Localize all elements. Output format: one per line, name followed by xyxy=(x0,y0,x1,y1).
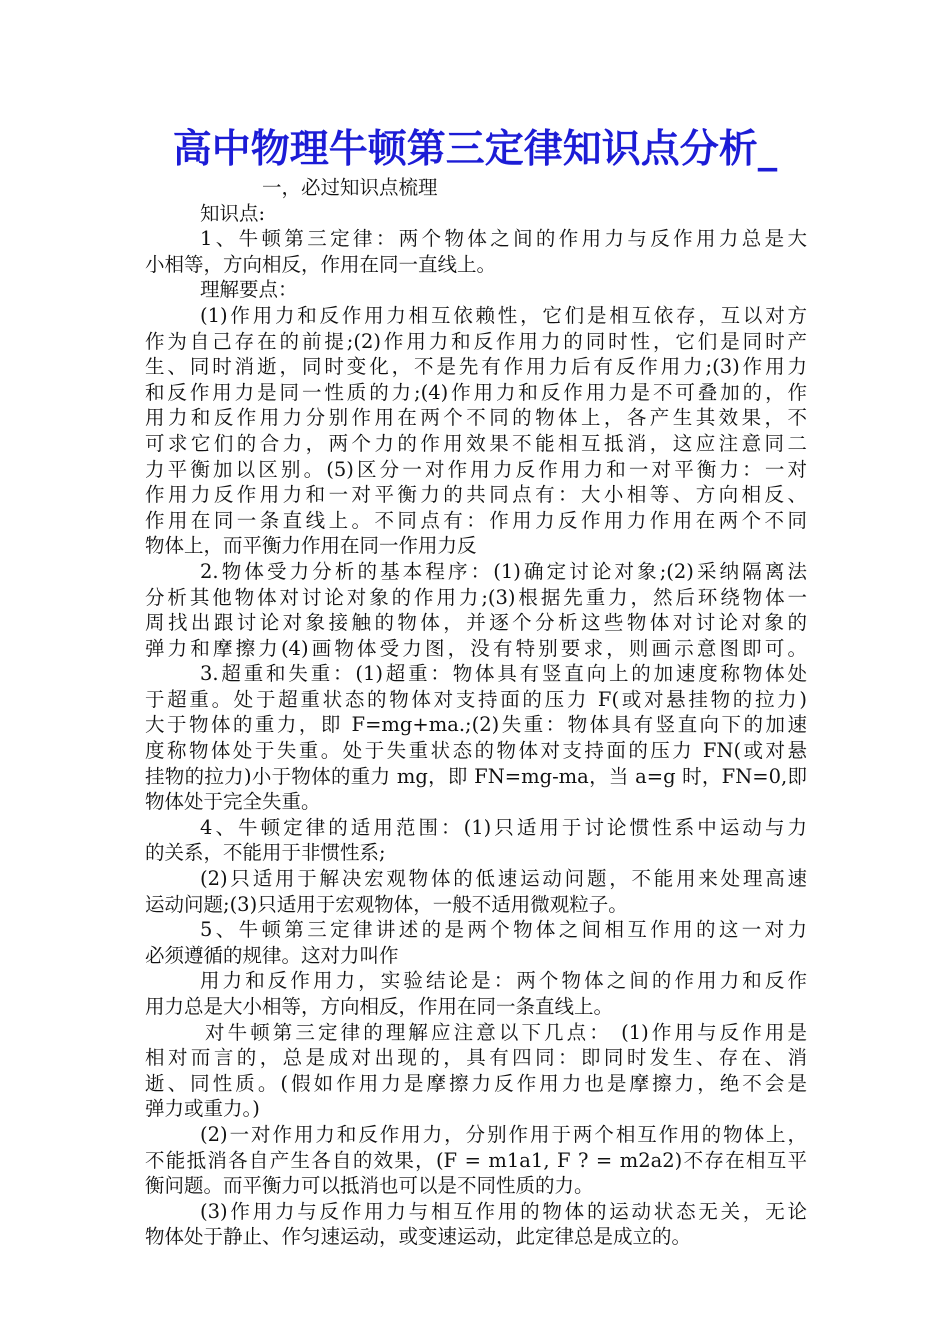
section-heading: 一，必过知识点梳理 xyxy=(262,176,438,199)
text-line: 弹力或重力。) xyxy=(145,1097,260,1121)
text-line: (2)一对作用力和反作用力，分别作用于两个相互作用的物体上， xyxy=(200,1122,807,1146)
text-line: 作用力反作用力和一对平衡力的共同点有：大小相等、方向相反、 xyxy=(145,483,807,507)
text-line: 小相等，方向相反，作用在同一直线上。 xyxy=(145,252,497,276)
text-line: 理解要点： xyxy=(200,278,298,302)
text-line: 物体上，而平衡力作用在同一作用力反 xyxy=(145,534,477,558)
text-line: 度称物体处于失重。处于失重状态的物体对支持面的压力 FN(或对悬 xyxy=(145,739,807,763)
text-line: 用力总是大小相等，方向相反，作用在同一条直线上。 xyxy=(145,995,614,1018)
text-line: 必须遵循的规律。这对力叫作 xyxy=(145,943,399,967)
document-title: 高中物理牛顿第三定律知识点分析_ xyxy=(172,127,778,172)
text-line: 于超重。处于超重状态的物体对支持面的压力 F(或对悬挂物的拉力) xyxy=(145,687,807,711)
text-line: 对牛顿第三定律的理解应注意以下几点： (1)作用与反作用是 xyxy=(205,1020,807,1044)
text-line: 可求它们的合力，两个力的作用效果不能相互抵消，这应注意同二 xyxy=(145,431,807,455)
text-line: 和反作用力是同一性质的力;(4)作用力和反作用力是不可叠加的，作 xyxy=(145,380,807,404)
text-line: 力平衡加以区别。(5)区分一对作用力反作用力和一对平衡力：一对 xyxy=(145,457,807,481)
text-line: (3)作用力与反作用力与相互作用的物体的运动状态无关，无论 xyxy=(200,1199,807,1223)
document-body xyxy=(145,175,807,1250)
text-line: 作用在同一条直线上。不同点有：作用力反作用力作用在两个不同 xyxy=(145,508,807,532)
text-line: 用力和反作用力，实验结论是：两个物体之间的作用力和反作 xyxy=(200,969,807,993)
text-line: 知识点: xyxy=(200,201,266,225)
text-line: 物体处于完全失重。 xyxy=(145,790,321,814)
text-line: 4、牛顿定律的适用范围：(1)只适用于讨论惯性系中运动与力 xyxy=(200,815,807,839)
text-line: 用力和反作用力分别作用在两个不同的物体上，各产生其效果，不 xyxy=(145,406,807,430)
text-line: 挂物的拉力)小于物体的重力 mg，即 FN=mg-ma，当 a=g 时，FN=0,即 xyxy=(145,764,807,788)
text-line: 相对而言的，总是成对出现的，具有四同：即同时发生、存在、消 xyxy=(145,1046,807,1070)
text-line: 2.物体受力分析的基本程序：(1)确定讨论对象;(2)采纳隔离法 xyxy=(200,559,807,583)
text-line: 生、同时消逝，同时变化，不是先有作用力后有反作用力;(3)作用力 xyxy=(145,355,807,379)
text-line: 物体处于静止、作匀速运动，或变速运动，此定律总是成立的。 xyxy=(145,1225,692,1249)
text-line: 分析其他物体对讨论对象的作用力;(3)根据先重力，然后环绕物体一 xyxy=(145,585,807,609)
text-line: 弹力和摩擦力(4)画物体受力图，没有特别要求，则画示意图即可。 xyxy=(145,636,807,660)
text-line: 周找出跟讨论对象接触的物体，并逐个分析这些物体对讨论对象的 xyxy=(145,611,807,635)
text-line: 的关系，不能用于非惯性系; xyxy=(145,841,386,865)
text-line: (1)作用力和反作用力相互依赖性，它们是相互依存，互以对方 xyxy=(200,303,807,327)
text-line: 衡问题。而平衡力可以抵消也可以是不同性质的力。 xyxy=(145,1174,594,1198)
text-line: 大于物体的重力，即 F=mg+ma.;(2)失重：物体具有竖直向下的加速 xyxy=(145,713,807,737)
text-line: 5、牛顿第三定律讲述的是两个物体之间相互作用的这一对力 xyxy=(200,918,807,942)
text-line: 不能抵消各自产生各自的效果，(F = m1a1, F ? = m2a2)不存在相互平 xyxy=(145,1148,807,1172)
text-line: 3.超重和失重：(1)超重：物体具有竖直向上的加速度称物体处 xyxy=(200,662,807,686)
text-line: 作为自己存在的前提;(2)作用力和反作用力的同时性，它们是同时产 xyxy=(145,329,807,353)
text-line: (2)只适用于解决宏观物体的低速运动问题，不能用来处理高速 xyxy=(200,867,807,891)
text-line: 运动问题;(3)只适用于宏观物体，一般不适用微观粒子。 xyxy=(145,892,628,916)
text-line: 逝、同性质。(假如作用力是摩擦力反作用力也是摩擦力，绝不会是 xyxy=(145,1071,807,1095)
text-line: 1、牛顿第三定律：两个物体之间的作用力与反作用力总是大 xyxy=(200,227,807,251)
